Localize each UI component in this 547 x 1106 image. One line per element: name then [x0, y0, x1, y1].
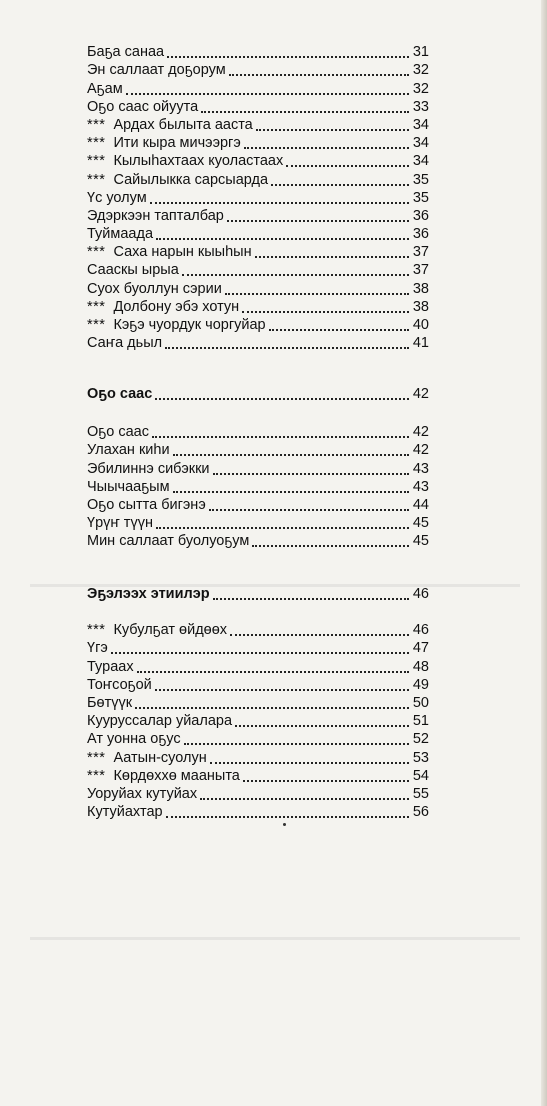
- toc-entry-page: 32: [412, 80, 429, 97]
- toc-entry: [87, 748, 429, 766]
- leader-dots: [167, 56, 409, 58]
- toc-entry: [87, 621, 429, 639]
- toc-entry-title: Кылыһахтаах куоластаах: [113, 153, 284, 170]
- leader-dots: [200, 798, 409, 800]
- toc-entry-stars: ***: [87, 767, 106, 784]
- toc-entry-title: Аҕам: [87, 80, 123, 97]
- leader-dots: [182, 274, 409, 276]
- toc-entry-page: 43: [412, 478, 429, 495]
- toc-entry-title: Баҕа санаа: [87, 44, 165, 61]
- toc-heading-row: [87, 385, 429, 403]
- toc-entry: [87, 79, 429, 97]
- toc-entry-title: Тураах: [87, 658, 134, 675]
- toc-heading-row: [87, 585, 429, 603]
- toc-entry-page: 35: [412, 171, 429, 188]
- leader-dots: [152, 436, 409, 438]
- toc-entry-title: Үс уолум: [87, 189, 147, 206]
- leader-dots: [135, 707, 409, 709]
- toc-entry-page: 43: [412, 460, 429, 477]
- toc-section-1: [87, 43, 429, 352]
- toc-entry: [87, 116, 429, 134]
- toc-entry: [87, 803, 429, 821]
- toc-entry-page: 55: [412, 785, 429, 802]
- toc-entry: [87, 676, 429, 694]
- toc-entry-page: 35: [412, 189, 429, 206]
- leader-dots: [210, 762, 409, 764]
- toc-entry-stars: ***: [87, 749, 106, 766]
- toc-entry: [87, 694, 429, 712]
- toc-entry-title: Саҥа дьыл: [87, 335, 163, 352]
- toc-entry: [87, 98, 429, 116]
- toc-entry: [87, 785, 429, 803]
- toc-entry: [87, 189, 429, 207]
- toc-entry-page: 44: [412, 496, 429, 513]
- leader-dots: [244, 147, 409, 149]
- toc-entry: [87, 639, 429, 657]
- toc-entry-title: Көрдөххө мааныта: [113, 767, 240, 784]
- toc-entry-title: Долбону эбэ хотун: [113, 298, 240, 315]
- toc-entry: [87, 514, 429, 532]
- toc-entry-page: 41: [412, 335, 429, 352]
- print-speck: [283, 823, 286, 826]
- toc-entry-page: 36: [412, 207, 429, 224]
- toc-entry-page: 46: [412, 622, 429, 639]
- toc-entry-page: 37: [412, 262, 429, 279]
- toc-entry-stars: ***: [87, 171, 106, 188]
- toc-entry-title: Сайылыкка сарсыарда: [113, 171, 269, 188]
- leader-dots: [156, 238, 409, 240]
- leader-dots: [173, 454, 409, 456]
- leader-dots: [227, 220, 409, 222]
- toc-entry-stars: ***: [87, 116, 106, 133]
- toc-entry-title: Ат уонна оҕус: [87, 731, 181, 748]
- toc-entry: [87, 712, 429, 730]
- toc-entry-title: Эдэркээн тапталбар: [87, 207, 224, 224]
- leader-dots: [213, 473, 409, 475]
- toc-heading-page: 42: [412, 386, 429, 403]
- toc-entry-stars: ***: [87, 153, 106, 170]
- toc-entry: [87, 478, 429, 496]
- leader-dots: [155, 689, 409, 691]
- toc-entry-page: 37: [412, 244, 429, 261]
- toc-entry: [87, 61, 429, 79]
- page-edge: [541, 0, 547, 1106]
- toc-entry-page: 54: [412, 767, 429, 784]
- toc-entry: [87, 170, 429, 188]
- toc-entry-page: 33: [412, 98, 429, 115]
- toc-entry: [87, 225, 429, 243]
- leader-dots: [150, 202, 409, 204]
- leader-dots: [213, 598, 409, 600]
- toc-entry-title: Туймаада: [87, 226, 154, 243]
- toc-entry-title: Мин саллаат буолуоҕум: [87, 533, 250, 550]
- toc-entry-page: 49: [412, 676, 429, 693]
- leader-dots: [166, 816, 409, 818]
- toc-section-3: [87, 621, 429, 821]
- toc-entry-title: Кэҕэ чуордук чоргуйар: [113, 317, 266, 333]
- leader-dots: [165, 347, 409, 349]
- leader-dots: [242, 311, 409, 313]
- leader-dots: [269, 329, 409, 331]
- toc-entry-stars: ***: [87, 622, 106, 639]
- show-through-rule-bottom: [30, 937, 520, 940]
- toc-entry-page: 34: [412, 116, 429, 133]
- leader-dots: [137, 671, 409, 673]
- toc-entry-stars: ***: [87, 317, 106, 333]
- toc-entry-title: Ити кыра мичээргэ: [113, 135, 241, 152]
- toc-entry-page: 48: [412, 658, 429, 675]
- toc-entry-title: Эбилиннэ сибэкки: [87, 460, 210, 477]
- toc-entry-title: Суох буоллун сэрии: [87, 280, 222, 297]
- toc-heading-title: Оҕо саас: [87, 386, 153, 403]
- toc-entry-page: 52: [412, 731, 429, 748]
- leader-dots: [209, 509, 409, 511]
- toc-entry-title: Оҕо саас ойуута: [87, 98, 199, 115]
- toc-entry-page: 51: [412, 713, 429, 730]
- toc-entry-page: 50: [412, 694, 429, 711]
- toc-entry-page: 34: [412, 135, 429, 152]
- leader-dots: [286, 165, 409, 167]
- toc-entry: [87, 43, 429, 61]
- toc-entry-page: 34: [412, 153, 429, 170]
- toc-entry: [87, 767, 429, 785]
- toc-entry: [87, 441, 429, 459]
- leader-dots: [255, 256, 409, 258]
- toc-entry-title: Үгэ: [87, 640, 108, 657]
- leader-dots: [184, 743, 409, 745]
- leader-dots: [155, 398, 409, 400]
- leader-dots: [111, 652, 409, 654]
- leader-dots: [229, 74, 409, 76]
- toc-entry: [87, 261, 429, 279]
- leader-dots: [230, 634, 409, 636]
- toc-entry-title: Кутуйахтар: [87, 804, 163, 821]
- toc-entry-page: 42: [412, 442, 429, 459]
- toc-heading-page: 46: [412, 586, 429, 603]
- toc-heading-title: Эҕэлээх этиилэр: [87, 586, 210, 603]
- toc-entry-title: Оҕо сытта бигэнэ: [87, 496, 206, 513]
- toc-entry-title: Саха нарын кыыһын: [113, 244, 252, 261]
- toc-entry-page: 40: [412, 317, 429, 333]
- leader-dots: [156, 527, 409, 529]
- toc-entry-page: 38: [412, 280, 429, 297]
- toc-entry-page: 31: [412, 44, 429, 61]
- toc-entry-title: Кубулҕат өйдөөх: [113, 622, 228, 639]
- toc-entry-title: Оҕо саас: [87, 424, 149, 441]
- toc-entry-title: Сааскы ырыа: [87, 262, 179, 279]
- toc-entry: [87, 243, 429, 261]
- toc-entry-title: Бөтүүк: [87, 694, 133, 711]
- toc-entry-title: Үрүҥ түүн: [87, 515, 153, 532]
- toc-entry: [87, 298, 429, 316]
- toc-entry-page: 32: [412, 62, 429, 79]
- leader-dots: [201, 111, 409, 113]
- toc-entry-title: Эн саллаат доҕорум: [87, 62, 226, 79]
- toc-entry-title: Тоҥсоҕой: [87, 676, 152, 693]
- leader-dots: [243, 780, 409, 782]
- leader-dots: [173, 491, 409, 493]
- toc-entry: [87, 316, 429, 334]
- toc-entry: [87, 532, 429, 550]
- toc-entry: [87, 657, 429, 675]
- toc-section-2: [87, 423, 429, 550]
- toc-entry-page: 53: [412, 749, 429, 766]
- leader-dots: [256, 129, 409, 131]
- toc-entry-stars: ***: [87, 244, 106, 261]
- toc-entry: [87, 730, 429, 748]
- leader-dots: [252, 545, 409, 547]
- toc-entry: [87, 423, 429, 441]
- toc-entry-title: Кууруссалар уйалара: [87, 713, 233, 730]
- toc-entry-page: 56: [412, 804, 429, 821]
- leader-dots: [126, 93, 409, 95]
- toc-entry-page: 45: [412, 533, 429, 550]
- toc-section-3-heading: [87, 585, 429, 603]
- toc-entry: [87, 459, 429, 477]
- toc-entry-page: 36: [412, 226, 429, 243]
- toc-entry: [87, 279, 429, 297]
- leader-dots: [271, 184, 409, 186]
- toc-entry-title: Ардах былыта ааста: [113, 116, 253, 133]
- toc-entry-title: Уоруйах кутуйах: [87, 785, 198, 802]
- leader-dots: [235, 725, 409, 727]
- toc-entry-page: 45: [412, 515, 429, 532]
- toc-entry-stars: ***: [87, 135, 106, 152]
- toc-entry: [87, 152, 429, 170]
- toc-entry: [87, 207, 429, 225]
- toc-entry-title: Чыычааҕым: [87, 478, 170, 495]
- toc-entry-stars: ***: [87, 298, 106, 315]
- toc-entry: [87, 134, 429, 152]
- toc-entry: [87, 496, 429, 514]
- toc-entry-title: Улахан киһи: [87, 442, 170, 459]
- toc-entry-page: 42: [412, 424, 429, 441]
- toc-entry-title: Аатын-суолун: [113, 749, 207, 766]
- toc-entry-page: 38: [412, 298, 429, 315]
- toc-entry: [87, 334, 429, 352]
- toc-entry-page: 47: [412, 640, 429, 657]
- leader-dots: [225, 293, 409, 295]
- toc-section-2-heading: [87, 385, 429, 403]
